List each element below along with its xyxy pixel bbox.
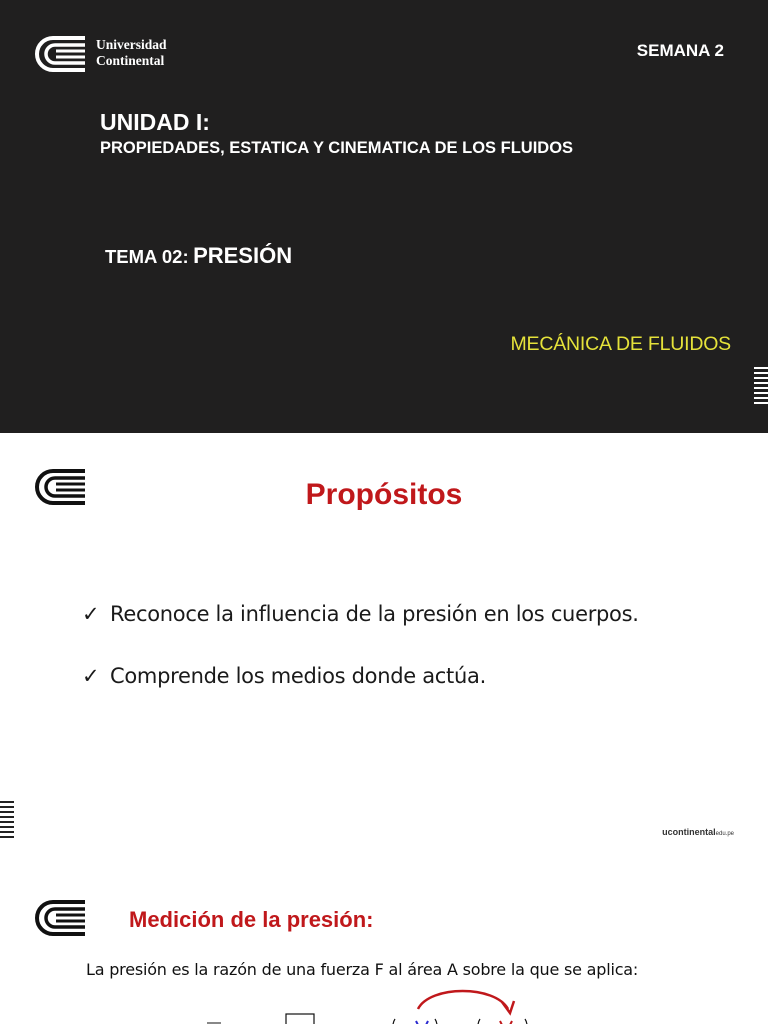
pressure-formula-graphic	[0, 987, 768, 1024]
side-stripes-icon	[754, 367, 768, 407]
unit-subtitle: PROPIEDADES, ESTATICA Y CINEMATICA DE LOS FLUIDOS	[100, 139, 574, 157]
course-name: MECÁNICA DE FLUIDOS	[510, 333, 731, 355]
university-name	[96, 37, 167, 69]
university-logo-icon	[33, 898, 87, 938]
university-logo-icon	[33, 34, 87, 74]
pressure-measurement-slide	[0, 857, 768, 1024]
topic-heading	[105, 243, 292, 269]
footer-brand-suffix: edu.pe	[715, 831, 734, 837]
topic-name: PRESIÓN	[193, 243, 293, 268]
topic-prefix: TEMA 02:	[105, 246, 189, 267]
unit-title: UNIDAD I:	[100, 109, 210, 135]
goal-text: Reconoce la influencia de la presión en los cuerpos.	[110, 602, 639, 626]
cover-slide	[0, 0, 768, 433]
footer-brand-name: ucontinental	[662, 827, 716, 837]
side-stripes-icon	[0, 801, 14, 841]
university-name-line1: Universidad	[96, 37, 167, 52]
goal-text: Comprende los medios donde actúa.	[110, 664, 486, 688]
checkmark-icon: ✓	[82, 602, 100, 626]
purposes-slide	[0, 433, 768, 857]
definition-text: La presión es la razón de una fuerza F al área A sobre la que se aplica:	[86, 960, 639, 979]
slide-title: Propósitos	[305, 478, 463, 511]
slide-title: Medición de la presión:	[129, 907, 374, 932]
checkmark-icon: ✓	[82, 664, 100, 688]
footer-brand	[662, 827, 734, 837]
goal-item	[82, 664, 486, 688]
week-label: SEMANA 2	[636, 41, 724, 60]
goal-item	[82, 602, 639, 626]
university-name-line2: Continental	[96, 53, 165, 68]
